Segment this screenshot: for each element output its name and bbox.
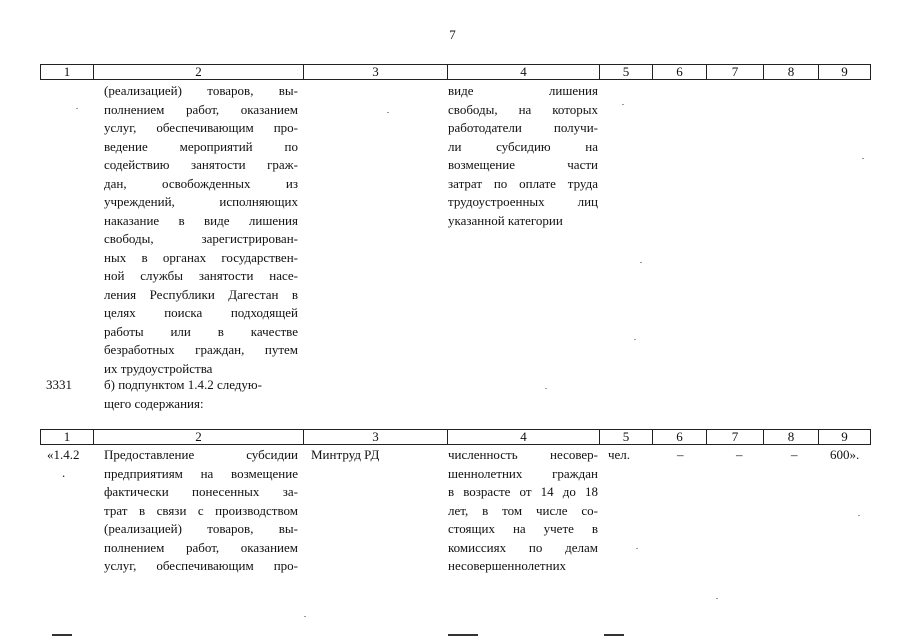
text-line: работы или в качестве: [104, 323, 298, 339]
block1-col4-text: [448, 82, 598, 230]
scan-artifact: [52, 634, 72, 636]
amendment-number: 3331: [46, 377, 72, 392]
scan-speck: [622, 104, 624, 105]
block2-col2-text: [104, 446, 298, 576]
header-col-5: 5: [600, 65, 653, 80]
text-line: (реализацией) товаров, вы-: [104, 521, 298, 536]
scan-speck: [545, 388, 547, 389]
text-line: численность несовер-: [448, 447, 598, 462]
text-line: затрат по оплате труда: [448, 175, 598, 191]
text-line: шеннолетних граждан: [448, 465, 598, 481]
text-line: содействию занятости граж-: [104, 157, 298, 172]
unit-value: чел.: [608, 447, 631, 462]
amendment-text: [104, 376, 262, 413]
text-line: ной службы занятости насе-: [104, 268, 298, 283]
text-line: ли субсидию на: [448, 138, 598, 154]
text-line: ведение мероприятий по: [104, 138, 298, 154]
text-line: трудоустроенных лиц: [448, 194, 598, 209]
text-line: свободы, зарегистрирован-: [104, 231, 298, 246]
header-col-9: 9: [819, 430, 871, 445]
col8-value: –: [791, 447, 798, 462]
item-number: «1.4.2: [47, 447, 80, 462]
scan-speck: [862, 158, 864, 159]
text-line: возмещение части: [448, 157, 598, 172]
text-line: в возрасте от 14 до 18: [448, 484, 598, 499]
header-col-8: 8: [764, 430, 819, 445]
header-col-4: 4: [448, 430, 600, 445]
text-line: комиссиях по делам: [448, 539, 598, 555]
col7-value: –: [736, 447, 743, 462]
text-line: стоящих на учете в: [448, 521, 598, 536]
block2-col4-text: [448, 446, 598, 576]
text-line: предприятиям на возмещение: [104, 465, 298, 481]
header-col-2: 2: [94, 65, 304, 80]
text-line: Предоставление субсидии: [104, 447, 298, 462]
text-line: б) подпунктом 1.4.2 следую-: [104, 377, 262, 392]
text-line: лет, в том числе со-: [448, 502, 598, 518]
header-col-3: 3: [304, 430, 448, 445]
page-number: 7: [449, 27, 456, 42]
text-line: щего содержания:: [104, 395, 204, 411]
header-col-9: 9: [819, 65, 871, 80]
text-line: фактически понесенных за-: [104, 484, 298, 499]
header-col-6: 6: [653, 65, 707, 80]
header-col-7: 7: [707, 430, 764, 445]
text-line: виде лишения: [448, 83, 598, 98]
header-col-3: 3: [304, 65, 448, 80]
text-line: услуг, обеспечивающим про-: [104, 120, 298, 135]
table-header-row: [40, 429, 871, 445]
scan-speck: [716, 598, 718, 599]
header-col-1: 1: [41, 430, 94, 445]
text-line: ных в органах государствен-: [104, 249, 298, 265]
header-col-1: 1: [41, 65, 94, 80]
header-col-4: 4: [448, 65, 600, 80]
text-line: наказание в виде лишения: [104, 212, 298, 228]
col6-value: –: [677, 447, 684, 462]
text-line: безработных граждан, путем: [104, 342, 298, 357]
scan-speck: [858, 515, 860, 516]
text-line: свободы, на которых: [448, 101, 598, 117]
scan-speck: [640, 262, 642, 263]
text-line: (реализацией) товаров, вы-: [104, 83, 298, 98]
text-line: полнением работ, оказанием: [104, 539, 298, 555]
table-header-row: [40, 64, 871, 80]
scan-speck: [76, 108, 78, 109]
scan-artifact: [448, 634, 478, 636]
scan-speck: [387, 112, 389, 113]
col9-value: 600».: [830, 447, 860, 462]
text-line: работодатели получи-: [448, 120, 598, 135]
text-line: дан, освобожденных из: [104, 175, 298, 191]
text-line: несовершеннолетних: [448, 558, 567, 573]
header-col-8: 8: [764, 65, 819, 80]
text-line: их трудоустройства: [104, 360, 213, 376]
scan-speck: [634, 339, 636, 340]
responsible-agency: Минтруд РД: [311, 447, 380, 462]
text-line: целях поиска подходящей: [104, 305, 298, 320]
item-number-dot: .: [62, 465, 66, 480]
text-line: ления Республики Дагестан в: [104, 286, 298, 302]
header-col-5: 5: [600, 430, 653, 445]
text-line: полнением работ, оказанием: [104, 101, 298, 117]
scan-speck: [636, 548, 638, 549]
header-col-2: 2: [94, 430, 304, 445]
scan-artifact: [604, 634, 624, 636]
text-line: трат в связи с производством: [104, 502, 298, 518]
text-line: учреждений, исполняющих: [104, 194, 298, 209]
block1-col2-text: [104, 82, 298, 378]
scan-speck: [304, 616, 306, 617]
header-col-7: 7: [707, 65, 764, 80]
header-col-6: 6: [653, 430, 707, 445]
text-line: услуг, обеспечивающим про-: [104, 558, 298, 573]
text-line: указанной категории: [448, 212, 563, 228]
